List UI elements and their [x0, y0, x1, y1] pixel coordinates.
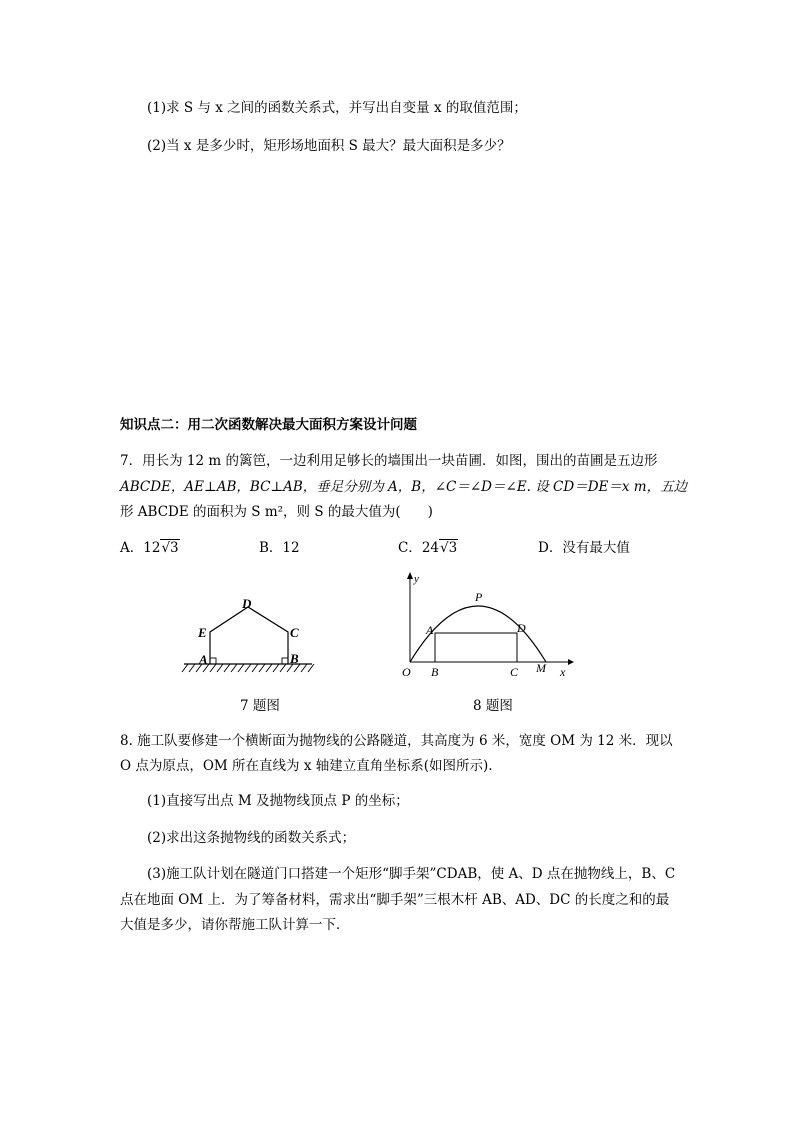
label-x: x — [560, 665, 566, 679]
choice-d — [538, 538, 630, 558]
choice-c-prefix: C．24 — [398, 540, 440, 556]
choice-a-prefix: A．12 — [120, 540, 161, 556]
q8-part2: (2)求出这条抛物线的函数关系式； — [147, 830, 356, 846]
choice-d-prefix: D．没有最大值 — [538, 540, 630, 556]
label-e: E — [198, 625, 207, 640]
label-a: A — [199, 652, 208, 667]
choice-b-prefix: B．12 — [259, 540, 300, 556]
figure8-diagram — [388, 568, 578, 683]
label-c: C — [290, 625, 299, 640]
section-title: 知识点二：用二次函数解决最大面积方案设计问题 — [120, 417, 417, 433]
figure7-caption: 7 题图 — [240, 698, 280, 714]
choice-c-radical: √3 — [440, 540, 458, 556]
q8-line1: 8. 施工队要修建一个横断面为抛物线的公路隧道，其高度为 6 米，宽度 OM 为 12 米．现以 — [120, 733, 673, 749]
label-b: B — [290, 651, 299, 666]
q8-part3-line1: (3)施工队计划在隧道门口搭建一个矩形“脚手架”CDAB，使 A、D 点在抛物线上，B、C — [147, 866, 676, 882]
choice-a — [120, 538, 180, 558]
figure8-caption: 8 题图 — [473, 698, 513, 714]
label-fig8-c: C — [510, 665, 519, 679]
choice-b — [259, 538, 300, 558]
choice-c-radicand: 3 — [448, 540, 458, 556]
q8-part3-line3: 大值是多少，请你帮施工队计算一下． — [120, 917, 350, 933]
q8-line2: O 点为原点，OM 所在直线为 x 轴建立直角坐标系(如图所示). — [120, 758, 493, 774]
label-fig8-a: A — [426, 623, 434, 637]
q6-part1: (1)求 S 与 x 之间的函数关系式，并写出自变量 x 的取值范围； — [147, 100, 527, 116]
y-axis-arrow — [407, 572, 413, 579]
right-angle-b — [282, 658, 288, 664]
q7-line1: 7．用长为 12 m 的篱笆，一边利用足够长的墙围出一块苗圃．如图，围出的苗圃是五边形 — [120, 453, 658, 469]
label-fig8-d: D — [517, 621, 526, 635]
choice-a-radicand: 3 — [170, 540, 179, 556]
right-angle-a — [210, 658, 216, 664]
q7-line3: 形 ABCDE 的面积为 S m²，则 S 的最大值为( ) — [120, 504, 433, 520]
q7-line2: ABCDE，AE⊥AB，BC⊥AB，垂足分别为 A，B，∠C＝∠D＝∠E. 设 CD＝DE＝x m，五边 — [120, 479, 688, 495]
x-axis-arrow — [568, 659, 574, 665]
label-o: O — [402, 665, 411, 679]
label-p: P — [475, 590, 483, 604]
choice-a-radical: √3 — [161, 540, 179, 556]
label-y: y — [414, 573, 419, 585]
choice-c — [398, 538, 458, 558]
label-d: D — [242, 596, 252, 611]
q8-part1: (1)直接写出点 M 及抛物线顶点 P 的坐标； — [147, 793, 409, 809]
figure7-diagram — [178, 592, 328, 682]
scaffold-rectangle — [435, 633, 517, 662]
q8-part3-line2: 点在地面 OM 上．为了筹备材料，需求出“脚手架”三根木杆 AB、AD、DC 的长度之和的最 — [120, 892, 670, 908]
label-fig8-b: B — [431, 665, 439, 679]
q6-part2: (2)当 x 是多少时，矩形场地面积 S 最大？最大面积是多少？ — [147, 138, 511, 154]
pentagon-outline — [210, 607, 288, 664]
label-m: M — [536, 661, 546, 675]
